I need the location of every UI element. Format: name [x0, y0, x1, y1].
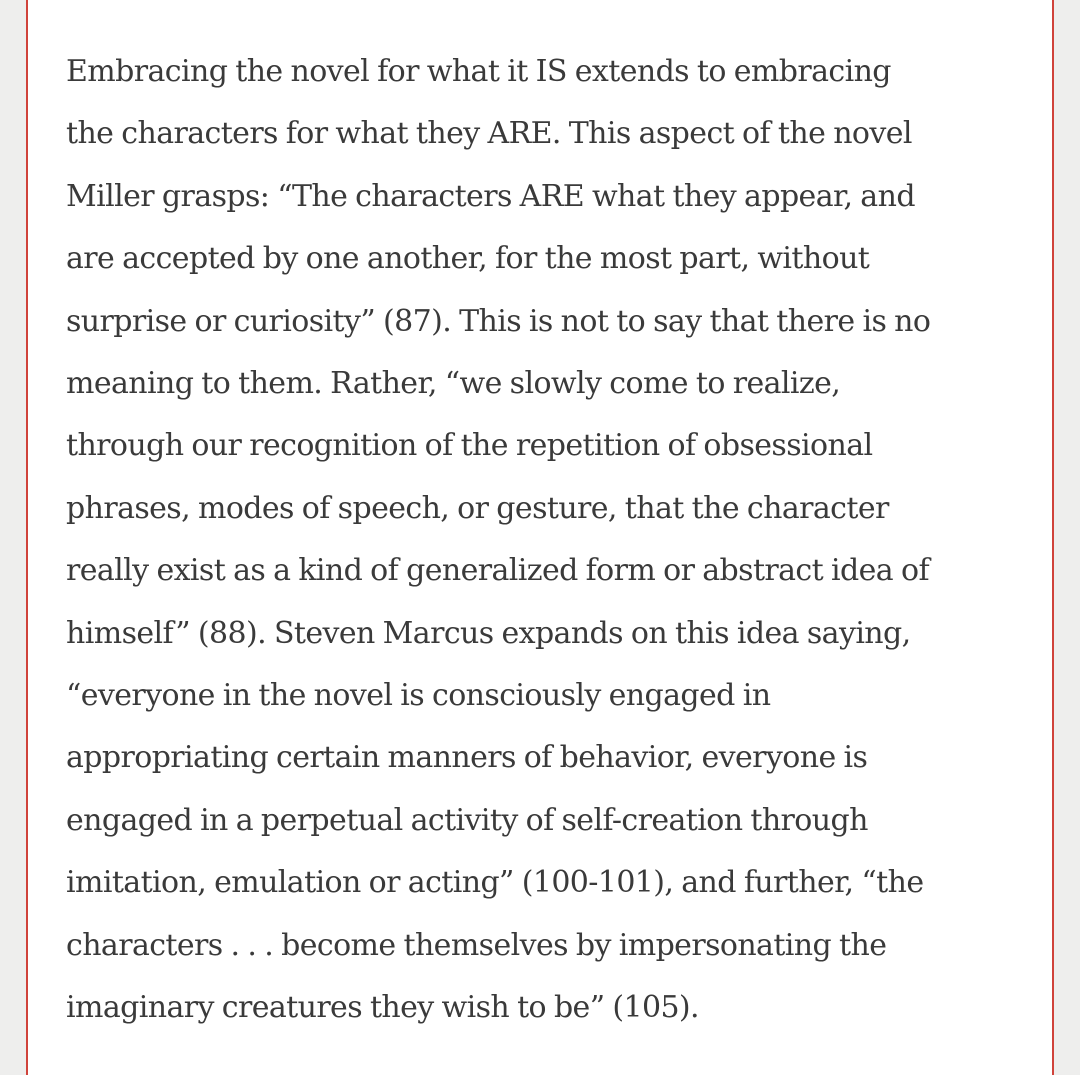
paragraph-line: meaning to them. Rather, “we slowly come to realize,: [66, 366, 841, 402]
paragraph-line: really exist as a kind of generalized form or abstract idea of: [66, 553, 929, 589]
paragraph-line: the characters for what they ARE. This aspect of the novel: [66, 116, 912, 152]
paragraph-line: himself” (88). Steven Marcus expands on this idea saying,: [66, 615, 911, 651]
paragraph-line: imaginary creatures they wish to be” (105).: [66, 990, 699, 1026]
paragraph-line: surprise or curiosity” (87). This is not to say that there is no: [66, 303, 931, 339]
paragraph-line: characters . . . become themselves by impersonating the: [66, 927, 887, 963]
paragraph-line: appropriating certain manners of behavior, everyone is: [66, 740, 868, 776]
paragraph-line: through our recognition of the repetition of obsessional: [66, 428, 873, 464]
paragraph-line: Miller grasps: “The characters ARE what they appear, and: [66, 178, 915, 214]
paragraph-line: phrases, modes of speech, or gesture, that the character: [66, 490, 889, 526]
article-paragraph: [66, 41, 1028, 1040]
paragraph-line: imitation, emulation or acting” (100-101), and further, “the: [66, 865, 924, 901]
paragraph-line: “everyone in the novel is consciously engaged in: [66, 678, 771, 714]
paragraph-line: are accepted by one another, for the most part, without: [66, 241, 870, 277]
paragraph-line: Embracing the novel for what it IS extends to embracing: [66, 54, 891, 89]
paragraph-line: engaged in a perpetual activity of self-creation through: [66, 802, 868, 838]
article-content-panel: [26, 0, 1054, 1075]
